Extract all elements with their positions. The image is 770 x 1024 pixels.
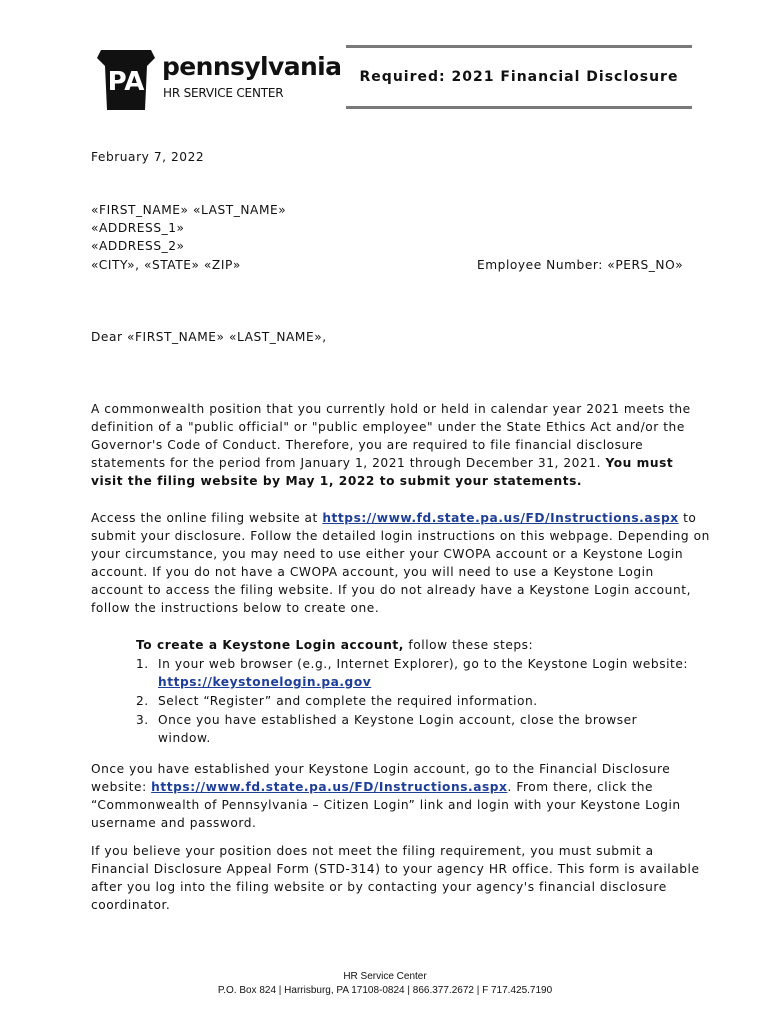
filing-website-link[interactable]: https://www.fd.state.pa.us/FD/Instructions.aspx <box>322 511 679 525</box>
deadline-emphasis: visit the filing website by May 1, 2022 to submit your statements. <box>91 474 583 488</box>
paragraph-after-keystone: Once you have established your Keystone Login account, go to the Financial Disclosure website: https://www.fd.state.pa.us/FD/Instructions.aspx. From there, click the “Commonwealth of Pennsylvania – Citizen Login” link and login with your Keystone Login username and password. <box>91 762 681 830</box>
steps-intro: To create a Keystone Login account, follow these steps: <box>136 638 534 652</box>
logo-subtitle: HR SERVICE CENTER <box>163 86 284 100</box>
step-number: 1. <box>136 657 149 671</box>
paragraph-appeal: If you believe your position does not meet the filing requirement, you must submit a Financial Disclosure Appeal Form (STD-314) to your agency HR office. This form is available after you log into the filing website or by contacting your agency's financial disclosure coordinator. <box>91 844 700 912</box>
employee-number: Employee Number: «PERS_NO» <box>477 258 684 272</box>
paragraph-filing-requirement: A commonwealth position that you currently hold or held in calendar year 2021 meets the definition of a "public official" or "public employee" under the State Ethics Act and/or the Governor's Code of Conduct. Therefore, you are required to file financial disclosure statements for the period from January 1, 2021 through December 31, 2021. You must visit the filing website by May 1, 2022 to submit your statements. <box>91 402 691 488</box>
header-rule-bottom <box>346 106 692 109</box>
deadline-emphasis: You must <box>605 456 674 470</box>
address-line: «CITY», «STATE» «ZIP» <box>91 258 241 272</box>
address-line: «ADDRESS_1» <box>91 221 185 235</box>
step-number: 2. <box>136 694 149 708</box>
step-number: 3. <box>136 713 149 727</box>
logo-mark: PA <box>107 67 145 97</box>
keystone-login-link[interactable]: https://keystonelogin.pa.gov <box>158 675 372 689</box>
page-title: Required: 2021 Financial Disclosure <box>359 69 679 85</box>
keystone-steps-list: 1. In your web browser (e.g., Internet Explorer), go to the Keystone Login website: https://keystonelogin.pa.gov 2. Select “Register” and complete the required information. 3. Once you have established a Keystone Login account, close the browser window. <box>136 657 689 745</box>
paragraph-access-website: Access the online filing website at https://www.fd.state.pa.us/FD/Instructions.aspx to submit your disclosure. Follow the detailed login instructions on this webpage. Depending on your circumstance, you may need to use either your CWOPA account or a Keystone Login account. If you do not have a CWOPA account, you will need to use a Keystone Login account to access the filing website. If you do not already have a Keystone Login account, follow the instructions below to create one. <box>91 511 710 615</box>
footer-contact: P.O. Box 824 | Harrisburg, PA 17108-0824 | 866.377.2672 | F 717.425.7190 <box>217 985 553 996</box>
letter-date: February 7, 2022 <box>91 150 205 164</box>
header-rule-top <box>346 45 692 48</box>
pennsylvania-keystone-logo <box>95 48 157 112</box>
address-line: «FIRST_NAME» «LAST_NAME» <box>91 203 287 217</box>
logo-wordmark: pennsylvania <box>162 52 342 81</box>
filing-website-link[interactable]: https://www.fd.state.pa.us/FD/Instructions.aspx <box>151 780 508 794</box>
footer-org-name: HR Service Center <box>343 971 427 982</box>
address-line: «ADDRESS_2» <box>91 239 185 253</box>
salutation: Dear «FIRST_NAME» «LAST_NAME», <box>91 330 327 344</box>
